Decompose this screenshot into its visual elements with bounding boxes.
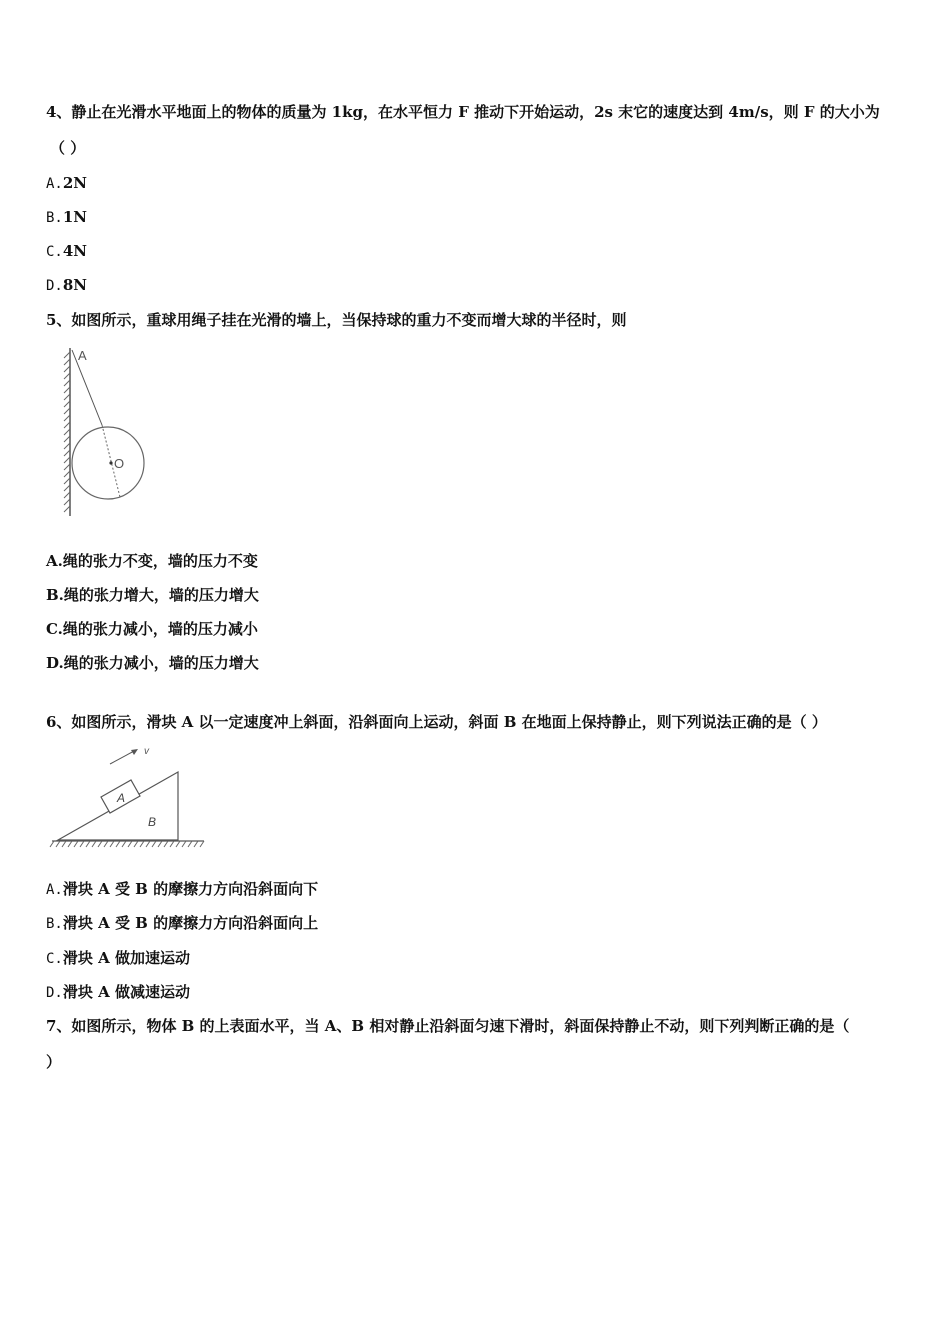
question-6-option-b [46, 913, 318, 934]
option-letter: B. [46, 916, 63, 932]
label-point-a: A [78, 348, 87, 363]
question-5-option-b [46, 585, 259, 605]
question-5-option-d [46, 653, 259, 673]
velocity-arrow [110, 750, 136, 764]
option-text: 8N [62, 276, 88, 294]
question-7-stem-end: ） [46, 1053, 62, 1071]
question-6-option-c [46, 948, 190, 969]
question-5-option-c [46, 619, 258, 639]
option-text: 2N [62, 174, 88, 192]
question-4-stem: 4、静止在光滑水平地面上的物体的质量为 1kg，在水平恒力 F 推动下开始运动，2s 末它的速度达到 4m/s，则 F 的大小为 [46, 103, 880, 121]
question-4-option-a [46, 173, 87, 194]
label-center-o: O [114, 456, 125, 471]
option-text: 滑块 A 受 B 的摩擦力方向沿斜面向上 [62, 914, 319, 932]
ball [72, 427, 144, 499]
label-block-a: A [117, 791, 126, 805]
option-letter: D. [46, 278, 63, 294]
option-letter: D. [46, 985, 63, 1001]
ground-hatching [50, 841, 204, 847]
incline-block-figure [48, 742, 208, 854]
option-letter: A. [46, 552, 63, 570]
center-point [109, 461, 112, 464]
option-letter: B. [46, 210, 63, 226]
question-4-answer-blank: （ ） [50, 139, 86, 157]
option-letter: C. [46, 951, 63, 967]
label-incline-b: B [148, 815, 157, 829]
option-letter: D. [46, 654, 64, 672]
question-4-option-d [46, 275, 87, 296]
option-text: 1N [62, 208, 88, 226]
question-7-stem: 7、如图所示，物体 B 的上表面水平，当 A、B 相对静止沿斜面匀速下滑时，斜面保持静止不动，则下列判断正确的是（ [46, 1017, 850, 1035]
question-6-stem: 6、如图所示，滑块 A 以一定速度冲上斜面，沿斜面向上运动，斜面 B 在地面上保持静止，则下列说法正确的是（ ） [46, 713, 827, 731]
option-letter: A. [46, 176, 63, 192]
option-text: 绳的张力减小，墙的压力减小 [62, 620, 258, 638]
rope [72, 350, 102, 425]
question-5-option-a [46, 551, 258, 571]
option-text: 绳的张力不变，墙的压力不变 [62, 552, 258, 570]
option-letter: C. [46, 620, 63, 638]
question-6-option-a [46, 879, 318, 900]
question-6-option-d [46, 982, 190, 1003]
option-text: 滑块 A 受 B 的摩擦力方向沿斜面向下 [62, 880, 319, 898]
label-velocity: v [144, 746, 149, 757]
hanging-ball-figure [58, 342, 158, 522]
option-text: 滑块 A 做减速运动 [62, 983, 190, 1001]
option-text: 滑块 A 做加速运动 [62, 949, 190, 967]
option-text: 绳的张力增大，墙的压力增大 [63, 586, 259, 604]
option-text: 绳的张力减小，墙的压力增大 [63, 654, 259, 672]
option-letter: A. [46, 882, 63, 898]
option-text: 4N [62, 242, 88, 260]
option-letter: C. [46, 244, 63, 260]
wall-hatching [64, 352, 70, 512]
option-letter: B. [46, 586, 64, 604]
question-4-option-b [46, 207, 87, 228]
question-4-option-c [46, 241, 87, 262]
question-5-stem: 5、如图所示，重球用绳子挂在光滑的墙上，当保持球的重力不变而增大球的半径时，则 [46, 311, 627, 329]
